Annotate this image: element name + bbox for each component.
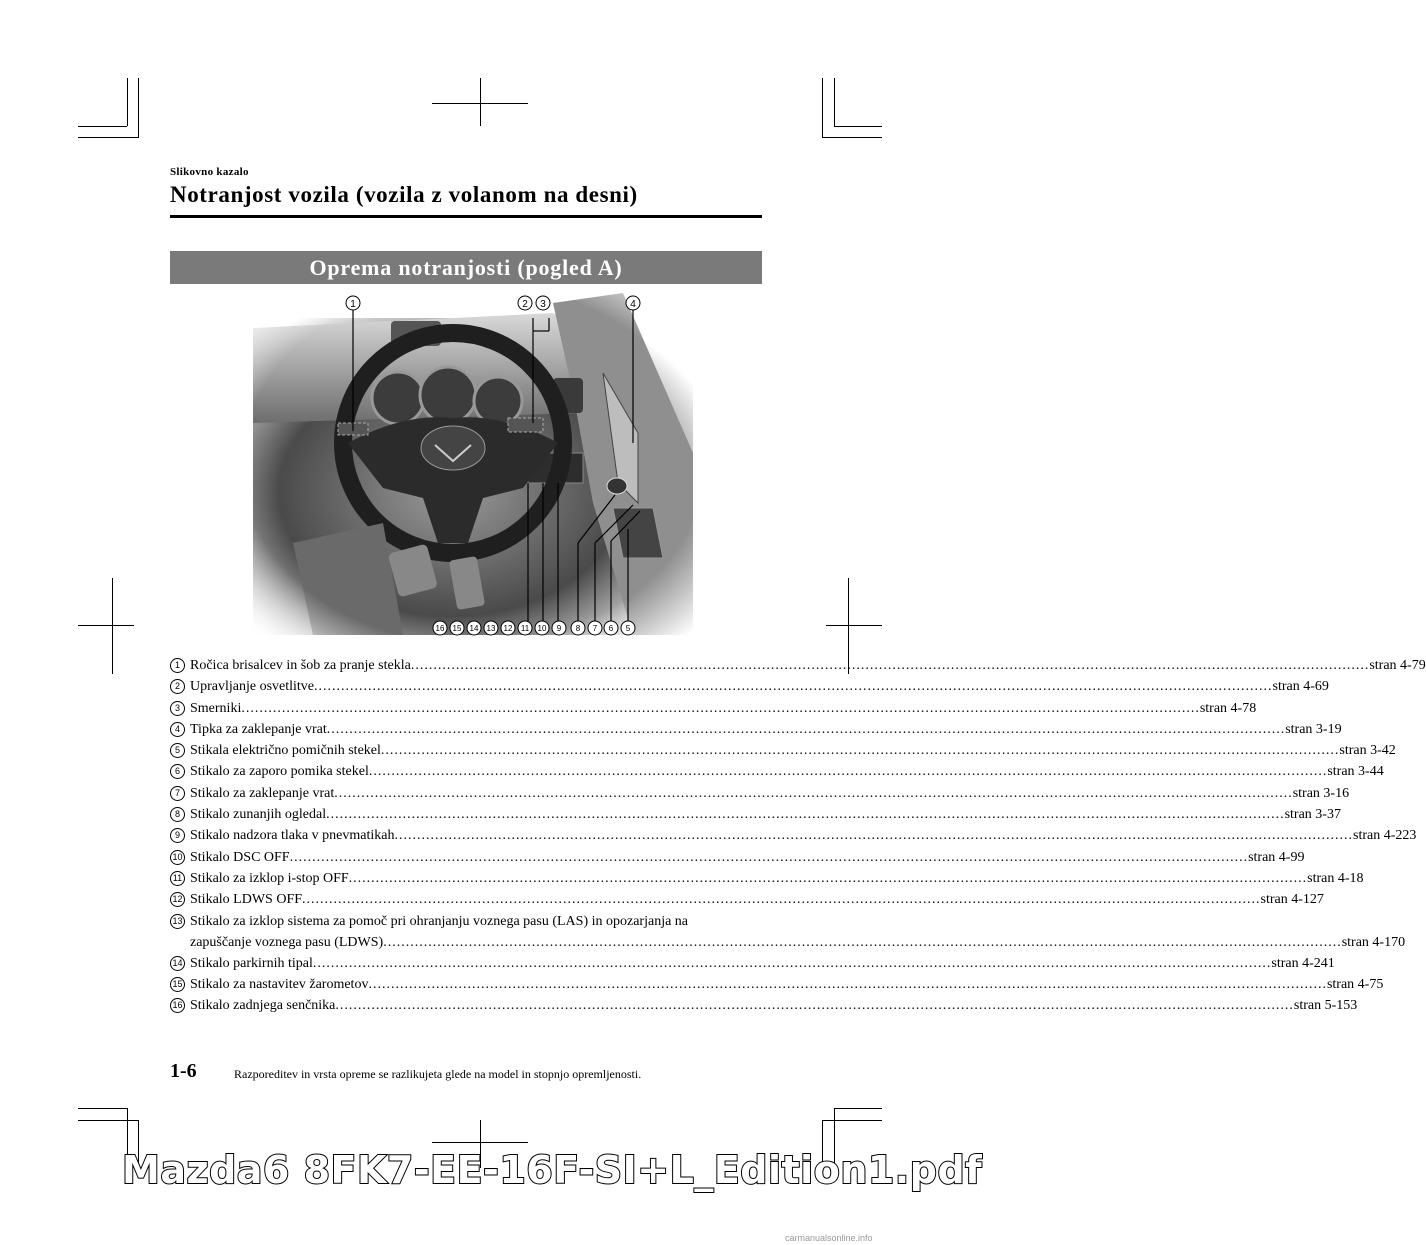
list-item (170, 868, 1364, 889)
crop-mark (834, 126, 882, 127)
section-heading: Oprema notranjosti (pogled A) (170, 251, 762, 284)
crop-mark (834, 78, 835, 126)
item-page-ref[interactable]: stran 4-99 (1248, 849, 1305, 865)
list-item (170, 889, 1324, 910)
item-page-ref[interactable]: stran 4-18 (1307, 870, 1364, 886)
item-text-continued: zapuščanje voznega pasu (LDWS) (190, 934, 384, 950)
item-page-ref[interactable]: stran 3-37 (1284, 807, 1341, 823)
item-number: 12 (170, 892, 185, 907)
file-watermark: Mazda6 8FK7-EE-16F-SI+L_Edition1.pdf (122, 1148, 983, 1192)
list-item (170, 676, 1329, 697)
item-text: Upravljanje osvetlitve (190, 679, 315, 695)
callout-1: 1 (350, 299, 356, 310)
crop-mark (138, 78, 139, 138)
crop-mark (834, 1108, 882, 1109)
item-number: 1 (170, 658, 185, 673)
item-number: 5 (170, 743, 185, 758)
item-page-ref[interactable]: stran 4-127 (1260, 892, 1324, 908)
item-number: 8 (170, 807, 185, 822)
svg-text:13: 13 (486, 624, 496, 633)
crop-mark (78, 625, 134, 626)
svg-text:16: 16 (435, 624, 445, 633)
item-number: 11 (170, 871, 185, 886)
item-page-ref[interactable]: stran 3-44 (1327, 764, 1384, 780)
site-watermark: carmanualsonline.info (785, 1233, 873, 1243)
page-title: Notranjost vozila (vozila z volanom na desni) (170, 182, 638, 207)
item-number: 3 (170, 701, 185, 716)
item-page-ref[interactable]: stran 4-241 (1271, 955, 1335, 971)
item-text: Stikalo parkirnih tipal (190, 955, 313, 971)
list-item (170, 761, 1384, 782)
item-text: Smerniki (190, 700, 242, 716)
svg-text:15: 15 (452, 624, 462, 633)
list-item (170, 804, 1341, 825)
item-number: 10 (170, 850, 185, 865)
interior-illustration (253, 293, 693, 635)
item-text: Stikala električno pomičnih stekel (190, 743, 381, 759)
item-text: Stikalo za izklop sistema za pomoč pri ohranjanju voznega pasu (LAS) in opozarjanja na (190, 913, 689, 929)
list-item (170, 719, 1342, 740)
svg-text:9: 9 (556, 624, 562, 633)
item-number: 13 (170, 914, 185, 929)
item-number: 7 (170, 786, 185, 801)
callout-3: 3 (540, 299, 546, 310)
item-number: 6 (170, 764, 185, 779)
svg-text:10: 10 (537, 624, 547, 633)
crop-mark (822, 137, 882, 138)
list-item (170, 974, 1384, 995)
item-text: Tipka za zaklepanje vrat (190, 721, 327, 737)
list-item (170, 783, 1350, 804)
item-text: Stikalo zunanjih ogledal (190, 807, 327, 823)
item-page-ref[interactable]: stran 4-223 (1353, 828, 1417, 844)
page-number: 1-6 (170, 1060, 197, 1082)
item-number: 9 (170, 828, 185, 843)
item-text: Ročica brisalcev in šob za pranje stekla (190, 658, 411, 673)
item-page-ref[interactable]: stran 4-69 (1272, 679, 1329, 695)
item-page-ref[interactable]: stran 4-78 (1199, 700, 1257, 716)
crop-mark (78, 1108, 127, 1109)
list-item (170, 825, 1417, 846)
list-item (170, 655, 1426, 676)
callout-4: 4 (630, 299, 636, 310)
svg-text:7: 7 (592, 624, 598, 633)
item-page-ref[interactable]: stran 3-19 (1285, 721, 1342, 737)
crop-mark (826, 625, 882, 626)
crop-mark (822, 1120, 882, 1121)
crop-mark (112, 578, 113, 674)
crop-mark (78, 1120, 138, 1121)
svg-text:11: 11 (520, 624, 530, 633)
item-page-ref[interactable]: stran 3-42 (1339, 743, 1396, 759)
crop-mark (78, 126, 127, 127)
item-text: Stikalo za nastavitev žarometov (190, 977, 369, 993)
crop-mark (822, 78, 823, 138)
crop-mark (480, 78, 481, 126)
item-text: Stikalo LDWS OFF (190, 892, 303, 908)
crop-mark (127, 78, 128, 126)
item-number: 14 (170, 956, 185, 971)
item-page-ref[interactable]: stran 4-75 (1326, 977, 1384, 993)
item-text: Stikalo za zaklepanje vrat (190, 785, 335, 801)
component-list (170, 655, 1426, 1017)
list-item (170, 911, 1406, 953)
list-item (170, 995, 1358, 1016)
crop-mark (78, 137, 138, 138)
item-text: Stikalo za zaporo pomika stekel (190, 764, 369, 780)
item-page-ref[interactable]: stran 5-153 (1293, 998, 1358, 1014)
section-label: Slikovno kazalo (170, 166, 249, 178)
svg-text:14: 14 (469, 624, 479, 633)
footer-note: Razporeditev in vrsta opreme se razlikujeta glede na model in stopnjo opremljenosti. (234, 1067, 642, 1081)
list-item (170, 847, 1305, 868)
item-page-ref[interactable]: stran 3-16 (1292, 785, 1350, 801)
callout-2: 2 (522, 299, 528, 310)
item-text: Stikalo DSC OFF (190, 849, 290, 865)
list-item (170, 953, 1335, 974)
title-rule (170, 215, 762, 218)
list-item (170, 698, 1257, 719)
item-text: Stikalo nadzora tlaka v pnevmatikah (190, 828, 395, 844)
item-page-ref[interactable]: stran 4-170 (1341, 934, 1406, 950)
item-number: 4 (170, 722, 185, 737)
item-number: 15 (170, 977, 185, 992)
item-text: Stikalo zadnjega senčnika (190, 998, 336, 1014)
item-number: 16 (170, 998, 185, 1013)
crop-mark (432, 103, 528, 104)
item-text: Stikalo za izklop i-stop OFF (190, 870, 349, 886)
svg-text:5: 5 (625, 624, 631, 633)
svg-text:12: 12 (503, 624, 513, 633)
item-page-ref[interactable]: stran 4-79 (1369, 658, 1426, 673)
crop-mark (432, 1142, 528, 1143)
list-item (170, 740, 1396, 761)
item-number: 2 (170, 679, 185, 694)
svg-text:6: 6 (608, 624, 614, 633)
svg-text:8: 8 (575, 624, 581, 633)
